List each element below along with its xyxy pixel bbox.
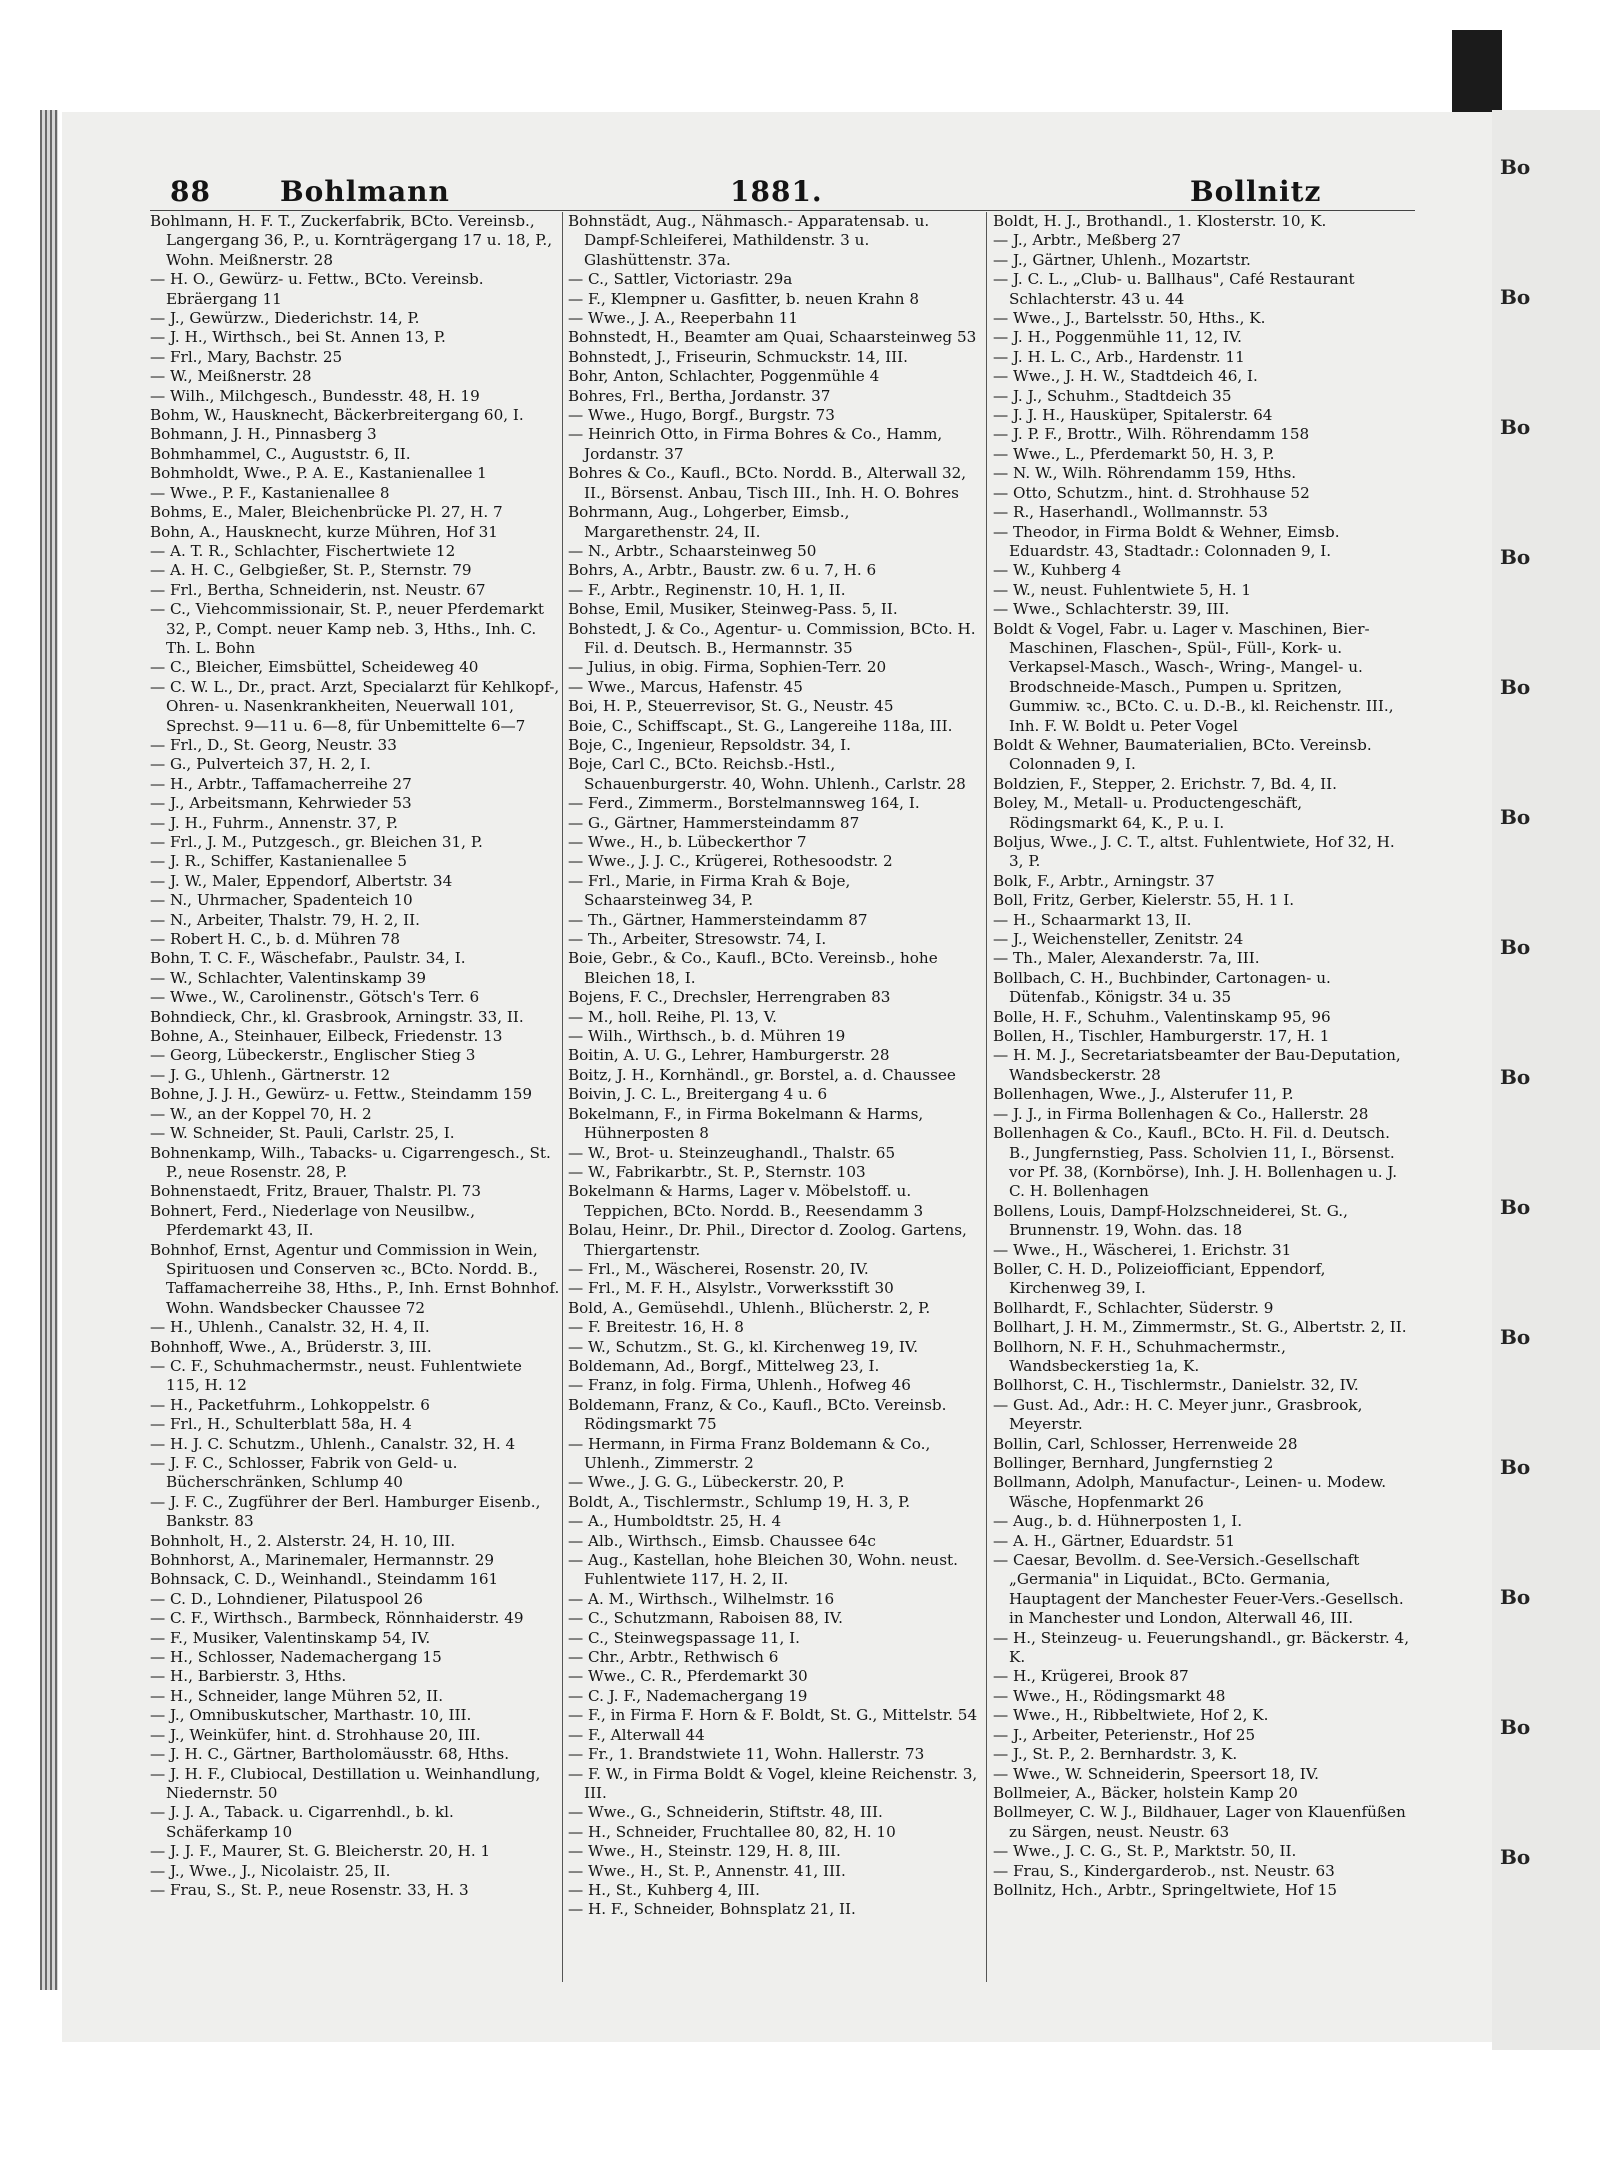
directory-entry: Bohnenstaedt, Fritz, Brauer, Thalstr. Pl. 73 bbox=[150, 1182, 481, 1201]
directory-entry: — Wwe., W. Schneiderin, Speersort 18, IV. bbox=[993, 1764, 1319, 1783]
directory-entry: — A. T. R., Schlachter, Fischertwiete 12 bbox=[150, 541, 456, 560]
directory-entry: — Wwe., H., b. Lübeckerthor 7 bbox=[568, 833, 807, 851]
directory-entry: Boie, C., Schiffscapt., St. G., Langereihe 118a, III. bbox=[568, 716, 953, 735]
directory-entry: — Wwe., J. G. G., Lübeckerstr. 20, P. bbox=[568, 1473, 845, 1492]
directory-entry: Bohr, Anton, Schlachter, Poggenmühle 4 bbox=[568, 367, 880, 386]
directory-entry: — J. F. C., Zugführer der Berl. Hamburger Eisenb., Bankstr. 83 bbox=[150, 1492, 541, 1531]
directory-column-1 bbox=[150, 212, 560, 1982]
directory-entry: Bohnsack, C. D., Weinhandl., Steindamm 161 bbox=[150, 1570, 499, 1589]
directory-entry: Boi, H. P., Steuerrevisor, St. G., Neustr. 45 bbox=[568, 697, 894, 716]
directory-entry: — N., Arbtr., Schaarsteinweg 50 bbox=[568, 541, 817, 560]
directory-entry: — H., Schlosser, Nademachergang 15 bbox=[150, 1648, 442, 1667]
directory-entry: Bohn, T. C. F., Wäschefabr., Paulstr. 34, I. bbox=[150, 949, 466, 968]
directory-entry: — R., Haserhandl., Wollmannstr. 53 bbox=[993, 503, 1268, 522]
directory-entry: — Franz, in folg. Firma, Uhlenh., Hofweg 46 bbox=[568, 1376, 911, 1395]
directory-entry: — Wwe., J. A., Reeperbahn 11 bbox=[568, 309, 798, 328]
directory-entry: Bollmeyer, C. W. J., Bildhauer, Lager von Klauenfüßen zu Särgen, neust. Neustr. 63 bbox=[993, 1803, 1406, 1841]
directory-entry: — Wwe., H., Wäscherei, 1. Erichstr. 31 bbox=[993, 1240, 1292, 1259]
facing-page-fragment: Bo bbox=[1500, 1455, 1531, 1479]
directory-entry: — H. M. J., Secretariatsbeamter der Bau-Deputation, Wandsbeckerstr. 28 bbox=[993, 1046, 1401, 1084]
directory-entry: Bohnhof, Ernst, Agentur und Commission in Wein, Spirituosen und Conserven ꝛc., BCto. Nordd. B., Taffamacherreihe 38, Hths., P., Inh. Ernst Bohnhof. Wohn. Wandsbecker Chaussee 72 bbox=[150, 1240, 560, 1317]
directory-entry: Bollmann, Adolph, Manufactur-, Leinen- u. Modew. Wäsche, Hopfenmarkt 26 bbox=[993, 1473, 1387, 1511]
directory-entry: — Julius, in obig. Firma, Sophien-Terr. 20 bbox=[568, 658, 887, 677]
directory-entry: — M., holl. Reihe, Pl. 13, V. bbox=[568, 1007, 777, 1026]
directory-entry: Bold, A., Gemüsehdl., Uhlenh., Blücherstr. 2, P. bbox=[568, 1298, 931, 1317]
directory-entry: Boll, Fritz, Gerber, Kielerstr. 55, H. 1 I. bbox=[993, 891, 1295, 910]
directory-entry: Bohmann, J. H., Pinnasberg 3 bbox=[150, 425, 377, 444]
directory-entry: — C., Schutzmann, Raboisen 88, IV. bbox=[568, 1609, 843, 1628]
directory-entry: — H., St., Kuhberg 4, III. bbox=[568, 1880, 760, 1899]
directory-entry: — Frl., Bertha, Schneiderin, nst. Neustr. 67 bbox=[150, 580, 486, 599]
directory-entry: — Wwe., Hugo, Borgf., Burgstr. 73 bbox=[568, 406, 835, 425]
directory-entry: — C., Bleicher, Eimsbüttel, Scheideweg 40 bbox=[150, 658, 479, 677]
directory-entry: — Heinrich Otto, in Firma Bohres & Co., Hamm, Jordanstr. 37 bbox=[568, 425, 943, 463]
directory-entry: — Th., Arbeiter, Stresowstr. 74, I. bbox=[568, 930, 827, 949]
directory-entry: Bohnstedt, J., Friseurin, Schmuckstr. 14, III. bbox=[568, 347, 908, 366]
directory-entry: Bohnhoff, Wwe., A., Brüderstr. 3, III. bbox=[150, 1337, 432, 1356]
directory-entry: — J. P. F., Brottr., Wilh. Röhrendamm 158 bbox=[993, 425, 1310, 444]
directory-entry: — Wwe., W., Carolinenstr., Götsch's Terr. 6 bbox=[150, 988, 480, 1007]
directory-entry: — J. J. A., Taback. u. Cigarrenhdl., b. kl. Schäferkamp 10 bbox=[150, 1803, 454, 1841]
directory-entry: Bohndieck, Chr., kl. Grasbrook, Arningstr. 33, II. bbox=[150, 1007, 524, 1026]
directory-entry: — Wwe., Marcus, Hafenstr. 45 bbox=[568, 677, 803, 696]
directory-column-2 bbox=[568, 212, 978, 1982]
facing-page-fragment: Bo bbox=[1500, 285, 1531, 309]
directory-entry: — Robert H. C., b. d. Mühren 78 bbox=[150, 930, 401, 949]
directory-entry: Bohne, A., Steinhauer, Eilbeck, Friedenstr. 13 bbox=[150, 1027, 503, 1046]
directory-entry: — N., Arbeiter, Thalstr. 79, H. 2, II. bbox=[150, 910, 420, 929]
directory-entry: Bokelmann & Harms, Lager v. Möbelstoff. u. Teppichen, BCto. Nordd. B., Reesendamm 3 bbox=[568, 1182, 924, 1220]
directory-entry: — H., Packetfuhrm., Lohkoppelstr. 6 bbox=[150, 1395, 430, 1414]
directory-entry: Bollenhagen & Co., Kaufl., BCto. H. Fil. d. Deutsch. B., Jungfernstieg, Pass. Scholvien 11, I., Börsenst. vor Pf. 38, (Kornbörse), Inh. J. H. Bollenhagen u. J. C. H. Bollenhagen bbox=[993, 1124, 1398, 1201]
directory-entry: Bollnitz, Hch., Arbtr., Springeltwiete, Hof 15 bbox=[993, 1880, 1338, 1899]
directory-entry: — F., Arbtr., Reginenstr. 10, H. 1, II. bbox=[568, 580, 846, 599]
directory-entry: — W., neust. Fuhlentwiete 5, H. 1 bbox=[993, 580, 1252, 599]
directory-entry: — J. F. C., Schlosser, Fabrik von Geld- u. Bücherschränken, Schlump 40 bbox=[150, 1454, 458, 1492]
left-running-head: Bohlmann bbox=[280, 175, 450, 208]
directory-entry: — Wwe., H., St. P., Annenstr. 41, III. bbox=[568, 1861, 846, 1880]
directory-entry: — H., Schaarmarkt 13, II. bbox=[993, 910, 1192, 929]
directory-entry: Boitin, A. U. G., Lehrer, Hamburgerstr. 28 bbox=[568, 1046, 890, 1065]
directory-entry: Bohmholdt, Wwe., P. A. E., Kastanienallee 1 bbox=[150, 464, 487, 483]
directory-entry: — C. W. L., Dr., pract. Arzt, Specialarzt für Kehlkopf-, Ohren- u. Nasenkrankheiten, Neuerwall 101, Sprechst. 9—11 u. 6—8, für Unbemittelte 6—7 bbox=[150, 677, 560, 735]
directory-entry: — H. F., Schneider, Bohnsplatz 21, II. bbox=[568, 1900, 856, 1919]
directory-entry: — Ferd., Zimmerm., Borstelmannsweg 164, I. bbox=[568, 794, 920, 813]
directory-entry: — J. J., Schuhm., Stadtdeich 35 bbox=[993, 386, 1232, 405]
directory-entry: — C. F., Wirthsch., Barmbeck, Rönnhaiderstr. 49 bbox=[150, 1609, 524, 1628]
directory-entry: Bollens, Louis, Dampf-Holzschneiderei, St. G., Brunnenstr. 19, Wohn. das. 18 bbox=[993, 1201, 1348, 1240]
directory-entry: Bohne, J. J. H., Gewürz- u. Fettw., Steindamm 159 bbox=[150, 1085, 533, 1104]
directory-entry: — Frl., M., Wäscherei, Rosenstr. 20, IV. bbox=[568, 1259, 869, 1278]
directory-entry: Boljus, Wwe., J. C. T., altst. Fuhlentwiete, Hof 32, H. 3, P. bbox=[993, 833, 1395, 871]
directory-entry: — Frl., Mary, Bachstr. 25 bbox=[150, 347, 343, 366]
facing-page-fragment: Bo bbox=[1500, 805, 1531, 829]
directory-entry: — H. O., Gewürz- u. Fettw., BCto. Vereinsb. Ebräergang 11 bbox=[150, 270, 484, 308]
directory-entry: — W., Schlachter, Valentinskamp 39 bbox=[150, 968, 427, 987]
directory-entry: — G., Pulverteich 37, H. 2, I. bbox=[150, 755, 371, 774]
directory-entry: — Th., Maler, Alexanderstr. 7a, III. bbox=[993, 949, 1260, 968]
directory-entry: Boie, Gebr., & Co., Kaufl., BCto. Vereinsb., hohe Bleichen 18, I. bbox=[568, 949, 938, 987]
directory-entry: — C. D., Lohndiener, Pilatuspool 26 bbox=[150, 1589, 423, 1608]
directory-entry: — Theodor, in Firma Boldt & Wehner, Eimsb. Eduardstr. 43, Stadtadr.: Colonnaden 9, I. bbox=[993, 522, 1340, 560]
directory-entry: — H., Steinzeug- u. Feuerungshandl., gr. Bäckerstr. 4, K. bbox=[993, 1628, 1410, 1667]
facing-page-edge bbox=[1492, 110, 1600, 2050]
directory-entry: — Frl., Marie, in Firma Krah & Boje, Schaarsteinweg 34, P. bbox=[568, 871, 851, 910]
directory-entry: — F., Klempner u. Gasfitter, b. neuen Krahn 8 bbox=[568, 289, 920, 308]
directory-entry: — Frau, S., Kindergarderob., nst. Neustr. 63 bbox=[993, 1861, 1335, 1880]
column-divider bbox=[562, 212, 563, 1982]
directory-entry: Bohms, E., Maler, Bleichenbrücke Pl. 27, H. 7 bbox=[150, 503, 503, 522]
directory-entry: — F., in Firma F. Horn & F. Boldt, St. G., Mittelstr. 54 bbox=[568, 1706, 978, 1725]
directory-entry: Bohrs, A., Arbtr., Baustr. zw. 6 u. 7, H. 6 bbox=[568, 561, 877, 580]
directory-entry: Bohres, Frl., Bertha, Jordanstr. 37 bbox=[568, 386, 831, 405]
directory-entry: Boldemann, Franz, & Co., Kaufl., BCto. Vereinsb. Rödingsmarkt 75 bbox=[568, 1395, 947, 1434]
page-header bbox=[170, 175, 1425, 211]
directory-entry: — Wwe., J. J. C., Krügerei, Rothesoodstr. 2 bbox=[568, 852, 893, 871]
facing-page-fragment: Bo bbox=[1500, 1325, 1531, 1349]
directory-entry: Bollmeier, A., Bäcker, holstein Kamp 20 bbox=[993, 1783, 1298, 1802]
directory-entry: — J. H., Wirthsch., bei St. Annen 13, P. bbox=[150, 328, 446, 347]
facing-page-fragment: Bo bbox=[1500, 1195, 1531, 1219]
directory-entry: — Wwe., J. C. G., St. P., Marktstr. 50, II. bbox=[993, 1842, 1297, 1861]
directory-entry: — Wwe., C. R., Pferdemarkt 30 bbox=[568, 1667, 808, 1686]
directory-entry: — J. H. F., Clubiocal, Destillation u. Weinhandlung, Niedernstr. 50 bbox=[150, 1764, 541, 1802]
directory-entry: Bohlmann, H. F. T., Zuckerfabrik, BCto. Vereinsb., Langergang 36, P., u. Kornträgergang 17 u. 18, P., Wohn. Meißnerstr. 28 bbox=[150, 212, 553, 269]
directory-entry: Bohnert, Ferd., Niederlage von Neusilbw., Pferdemarkt 43, II. bbox=[150, 1201, 476, 1240]
directory-entry: — J. J. F., Maurer, St. G. Bleicherstr. 20, H. 1 bbox=[150, 1842, 491, 1861]
directory-entry: — G., Gärtner, Hammersteindamm 87 bbox=[568, 813, 860, 832]
directory-entry: — H. J. C. Schutzm., Uhlenh., Canalstr. 32, H. 4 bbox=[150, 1434, 516, 1453]
directory-entry: — J., Weichensteller, Zenitstr. 24 bbox=[993, 930, 1244, 949]
directory-entry: — Frl., D., St. Georg, Neustr. 33 bbox=[150, 735, 397, 754]
directory-entry: — H., Uhlenh., Canalstr. 32, H. 4, II. bbox=[150, 1318, 430, 1337]
directory-entry: — Wwe., H., Steinstr. 129, H. 8, III. bbox=[568, 1842, 841, 1861]
directory-entry: Bojens, F. C., Drechsler, Herrengraben 83 bbox=[568, 988, 891, 1007]
directory-entry: — Wilh., Milchgesch., Bundesstr. 48, H. 19 bbox=[150, 386, 480, 405]
directory-entry: — Wilh., Wirthsch., b. d. Mühren 19 bbox=[568, 1027, 846, 1046]
facing-page-fragment: Bo bbox=[1500, 155, 1531, 179]
directory-entry: — J. G., Uhlenh., Gärtnerstr. 12 bbox=[150, 1065, 391, 1084]
directory-entry: — J., Gärtner, Uhlenh., Mozartstr. bbox=[993, 250, 1251, 269]
directory-entry: — H., Barbierstr. 3, Hths. bbox=[150, 1667, 347, 1686]
directory-entry: Bohnstädt, Aug., Nähmasch.- Apparatensab. u. Dampf-Schleiferei, Mathildenstr. 3 u. Glashüttenstr. 37a. bbox=[568, 212, 930, 269]
directory-entry: Bohnstedt, H., Beamter am Quai, Schaarsteinweg 53 bbox=[568, 328, 977, 347]
directory-entry: — W., Schutzm., St. G., kl. Kirchenweg 19, IV. bbox=[568, 1337, 919, 1356]
directory-entry: — Wwe., J. H. W., Stadtdeich 46, I. bbox=[993, 367, 1258, 386]
directory-entry: Boldt, H. J., Brothandl., 1. Klosterstr. 10, K. bbox=[993, 212, 1327, 230]
directory-entry: Bohmhammel, C., Auguststr. 6, II. bbox=[150, 444, 411, 463]
directory-entry: Bohnenkamp, Wilh., Tabacks- u. Cigarrengesch., St. P., neue Rosenstr. 28, P. bbox=[150, 1143, 551, 1181]
directory-entry: — Wwe., L., Pferdemarkt 50, H. 3, P. bbox=[993, 444, 1275, 463]
directory-entry: — H., Schneider, lange Mühren 52, II. bbox=[150, 1686, 444, 1705]
directory-entry: — J., Arbtr., Meßberg 27 bbox=[993, 231, 1182, 250]
directory-entry: Boller, C. H. D., Polizeiofficiant, Eppendorf, Kirchenweg 39, I. bbox=[993, 1259, 1326, 1298]
directory-entry: — J. H. L. C., Arb., Hardenstr. 11 bbox=[993, 347, 1245, 366]
directory-entry: — F., Alterwall 44 bbox=[568, 1725, 705, 1744]
directory-entry: — J. W., Maler, Eppendorf, Albertstr. 34 bbox=[150, 871, 453, 890]
directory-entry: — W., an der Koppel 70, H. 2 bbox=[150, 1104, 372, 1123]
directory-entry: — N., Uhrmacher, Spadenteich 10 bbox=[150, 891, 413, 910]
facing-page-fragment: Bo bbox=[1500, 1715, 1531, 1739]
directory-entry: Bollin, Carl, Schlosser, Herrenweide 28 bbox=[993, 1434, 1298, 1453]
directory-entry: — H., Arbtr., Taffamacherreihe 27 bbox=[150, 774, 412, 793]
facing-page-fragment: Bo bbox=[1500, 1065, 1531, 1089]
directory-entry: — Th., Gärtner, Hammersteindamm 87 bbox=[568, 910, 868, 929]
directory-entry: — Hermann, in Firma Franz Boldemann & Co., Uhlenh., Zimmerstr. 2 bbox=[568, 1434, 931, 1472]
directory-entry: — C. J. F., Nademachergang 19 bbox=[568, 1686, 808, 1705]
directory-entry: — Wwe., H., Rödingsmarkt 48 bbox=[993, 1686, 1226, 1705]
directory-entry: — A. H. C., Gelbgießer, St. P., Sternstr. 79 bbox=[150, 561, 472, 580]
facing-page-fragment: Bo bbox=[1500, 1585, 1531, 1609]
directory-entry: Bokelmann, F., in Firma Bokelmann & Harms, Hühnerposten 8 bbox=[568, 1104, 924, 1143]
directory-entry: Bohnholt, H., 2. Alsterstr. 24, H. 10, III. bbox=[150, 1531, 456, 1550]
facing-page-fragment: Bo bbox=[1500, 415, 1531, 439]
directory-entry: — N. W., Wilh. Röhrendamm 159, Hths. bbox=[993, 464, 1297, 483]
directory-entry: Boje, Carl C., BCto. Reichsb.-Hstl., Schauenburgerstr. 40, Wohn. Uhlenh., Carlstr. 28 bbox=[568, 755, 966, 793]
directory-entry: Bohse, Emil, Musiker, Steinweg-Pass. 5, II. bbox=[568, 600, 898, 619]
directory-entry: Bohm, W., Hausknecht, Bäckerbreitergang 60, I. bbox=[150, 406, 524, 425]
directory-entry: — C., Steinwegspassage 11, I. bbox=[568, 1628, 800, 1647]
directory-entry: — W., Fabrikarbtr., St. P., Sternstr. 103 bbox=[568, 1162, 866, 1181]
facing-page-fragment: Bo bbox=[1500, 675, 1531, 699]
directory-entry: Bollinger, Bernhard, Jungfernstieg 2 bbox=[993, 1454, 1274, 1472]
directory-entry: — W., Kuhberg 4 bbox=[993, 561, 1122, 580]
directory-entry: — J. R., Schiffer, Kastanienallee 5 bbox=[150, 852, 408, 871]
right-running-head: Bollnitz bbox=[1190, 175, 1322, 208]
directory-entry: Bohrmann, Aug., Lohgerber, Eimsb., Margarethenstr. 24, II. bbox=[568, 503, 850, 541]
directory-entry: — Wwe., Schlachterstr. 39, III. bbox=[993, 600, 1230, 619]
directory-entry: Bolau, Heinr., Dr. Phil., Director d. Zoolog. Gartens, Thiergartenstr. bbox=[568, 1221, 967, 1259]
directory-entry: — Frl., H., Schulterblatt 58a, H. 4 bbox=[150, 1415, 412, 1434]
directory-entry: — C., Sattler, Victoriastr. 29a bbox=[568, 270, 793, 289]
directory-entry: — J., Arbeitsmann, Kehrwieder 53 bbox=[150, 794, 412, 813]
directory-entry: — Fr., 1. Brandstwiete 11, Wohn. Hallerstr. 73 bbox=[568, 1745, 925, 1764]
directory-entry: Boldt, A., Tischlermstr., Schlump 19, H. 3, P. bbox=[568, 1492, 911, 1511]
directory-entry: Bollbach, C. H., Buchbinder, Cartonagen- u. Dütenfab., Königstr. 34 u. 35 bbox=[993, 968, 1331, 1007]
book-page-edges bbox=[40, 110, 58, 1990]
directory-entry: — H., Schneider, Fruchtallee 80, 82, H. 10 bbox=[568, 1822, 896, 1841]
directory-entry: Bollhart, J. H. M., Zimmermstr., St. G., Albertstr. 2, II. bbox=[993, 1318, 1407, 1337]
directory-entry: Bollhorn, N. F. H., Schuhmachermstr., Wandsbeckerstieg 1a, K. bbox=[993, 1337, 1286, 1375]
directory-entry: — J., Weinküfer, hint. d. Strohhause 20, III. bbox=[150, 1725, 481, 1744]
directory-entry: — W. Schneider, St. Pauli, Carlstr. 25, I. bbox=[150, 1124, 455, 1143]
directory-entry: — Georg, Lübeckerstr., Englischer Stieg 3 bbox=[150, 1046, 476, 1065]
facing-page-fragment: Bo bbox=[1500, 1845, 1531, 1869]
directory-entry: Bollenhagen, Wwe., J., Alsterufer 11, P. bbox=[993, 1085, 1294, 1104]
directory-entry: Bohnhorst, A., Marinemaler, Hermannstr. 29 bbox=[150, 1551, 495, 1570]
directory-entry: — J., Gewürzw., Diederichstr. 14, P. bbox=[150, 309, 420, 328]
directory-entry: — A., Humboldtstr. 25, H. 4 bbox=[568, 1512, 782, 1531]
directory-entry: Boldt & Wehner, Baumaterialien, BCto. Vereinsb. Colonnaden 9, I. bbox=[993, 735, 1372, 774]
directory-entry: — W., Meißnerstr. 28 bbox=[150, 367, 312, 386]
directory-entry: — Wwe., H., Ribbeltwiete, Hof 2, K. bbox=[993, 1706, 1269, 1725]
directory-entry: Bohstedt, J. & Co., Agentur- u. Commission, BCto. H. Fil. d. Deutsch. B., Hermannstr. 35 bbox=[568, 619, 976, 657]
directory-entry: — J., St. P., 2. Bernhardstr. 3, K. bbox=[993, 1745, 1238, 1764]
directory-entry: — J., Wwe., J., Nicolaistr. 25, II. bbox=[150, 1861, 391, 1880]
directory-entry: — Aug., b. d. Hühnerposten 1, I. bbox=[993, 1512, 1243, 1531]
directory-entry: — A. H., Gärtner, Eduardstr. 51 bbox=[993, 1531, 1236, 1550]
directory-entry: — J. C. L., „Club- u. Ballhaus", Café Restaurant Schlachterstr. 43 u. 44 bbox=[993, 270, 1355, 308]
directory-entry: — Wwe., J., Bartelsstr. 50, Hths., K. bbox=[993, 309, 1266, 328]
facing-page-fragment: Bo bbox=[1500, 545, 1531, 569]
directory-entry: — J., Arbeiter, Peterienstr., Hof 25 bbox=[993, 1725, 1256, 1744]
directory-entry: — Wwe., P. F., Kastanienallee 8 bbox=[150, 483, 390, 502]
directory-entry: — Otto, Schutzm., hint. d. Strohhause 52 bbox=[993, 483, 1310, 502]
directory-entry: Boldzien, F., Stepper, 2. Erichstr. 7, Bd. 4, II. bbox=[993, 774, 1337, 793]
directory-entry: Bollen, H., Tischler, Hamburgerstr. 17, H. 1 bbox=[993, 1027, 1330, 1046]
directory-entry: Boivin, J. C. L., Breitergang 4 u. 6 bbox=[568, 1085, 828, 1104]
directory-entry: Bolk, F., Arbtr., Arningstr. 37 bbox=[993, 871, 1215, 890]
directory-entry: Boldt & Vogel, Fabr. u. Lager v. Maschinen, Bier-Maschinen, Flaschen-, Spül-, Füll-, Kork- u. Verkapsel-Masch., Wasch-, Wring-, Mangel- u. Brodschneide-Masch., Pumpen u. Spritzen, Gummiw. ꝛc., BCto. C. u. D.-B., kl. Reichenstr. III., Inh. F. W. Boldt u. Peter Vogel bbox=[993, 619, 1394, 735]
directory-entry: Boitz, J. H., Kornhändl., gr. Borstel, a. d. Chaussee bbox=[568, 1065, 956, 1084]
page-number: 88 bbox=[170, 175, 211, 208]
directory-entry: Bolle, H. F., Schuhm., Valentinskamp 95, 96 bbox=[993, 1007, 1331, 1026]
directory-entry: — Frau, S., St. P., neue Rosenstr. 33, H. 3 bbox=[150, 1880, 469, 1899]
directory-entry: Boldemann, Ad., Borgf., Mittelweg 23, I. bbox=[568, 1356, 880, 1375]
directory-entry: Bohres & Co., Kaufl., BCto. Nordd. B., Alterwall 32, II., Börsenst. Anbau, Tisch III., Inh. H. O. Bohres bbox=[568, 464, 967, 502]
directory-entry: — Frl., J. M., Putzgesch., gr. Bleichen 31, P. bbox=[150, 833, 483, 851]
facing-page-fragment: Bo bbox=[1500, 935, 1531, 959]
directory-entry: — Frl., M. F. H., Alsylstr., Vorwerksstift 30 bbox=[568, 1279, 894, 1298]
directory-entry: — C. F., Schuhmachermstr., neust. Fuhlentwiete 115, H. 12 bbox=[150, 1356, 522, 1395]
header-rule bbox=[150, 210, 1415, 211]
directory-entry: — Caesar, Bevollm. d. See-Versich.-Gesellschaft „Germania" in Liquidat., BCto. Germania, Hauptagent der Manchester Feuer-Vers.-Gesellsch. in Manchester und London, Alterwall 46, III. bbox=[993, 1551, 1404, 1628]
directory-entry: Bohn, A., Hausknecht, kurze Mühren, Hof 31 bbox=[150, 522, 498, 541]
directory-entry: — J. J. H., Hausküper, Spitalerstr. 64 bbox=[993, 406, 1273, 425]
directory-column-3 bbox=[993, 212, 1413, 1982]
year-heading: 1881. bbox=[730, 175, 823, 208]
directory-entry: — Wwe., G., Schneiderin, Stiftstr. 48, III. bbox=[568, 1803, 883, 1822]
directory-entry: — J. H., Fuhrm., Annenstr. 37, P. bbox=[150, 813, 398, 832]
directory-entry: — Gust. Ad., Adr.: H. C. Meyer junr., Grasbrook, Meyerstr. bbox=[993, 1395, 1363, 1434]
directory-entry: Boley, M., Metall- u. Productengeschäft, Rödingsmarkt 64, K., P. u. I. bbox=[993, 794, 1303, 832]
directory-entry: — Chr., Arbtr., Rethwisch 6 bbox=[568, 1648, 779, 1667]
directory-entry: — A. M., Wirthsch., Wilhelmstr. 16 bbox=[568, 1589, 835, 1608]
directory-entry: — F. W., in Firma Boldt & Vogel, kleine Reichenstr. 3, III. bbox=[568, 1764, 978, 1802]
directory-entry: — J., Omnibuskutscher, Marthastr. 10, III. bbox=[150, 1706, 472, 1725]
directory-entry: Bollhorst, C. H., Tischlermstr., Danielstr. 32, IV. bbox=[993, 1376, 1359, 1395]
directory-entry: Bollhardt, F., Schlachter, Süderstr. 9 bbox=[993, 1298, 1274, 1317]
directory-entry: — J. H. C., Gärtner, Bartholomäusstr. 68, Hths. bbox=[150, 1745, 510, 1764]
directory-entry: — F. Breitestr. 16, H. 8 bbox=[568, 1318, 744, 1337]
directory-entry: — Aug., Kastellan, hohe Bleichen 30, Wohn. neust. Fuhlentwiete 117, H. 2, II. bbox=[568, 1551, 958, 1589]
directory-entry: — C., Viehcommissionair, St. P., neuer Pferdemarkt 32, P., Compt. neuer Kamp neb. 3, Hths., Inh. C. Th. L. Bohn bbox=[150, 600, 544, 657]
directory-entry: — J. J., in Firma Bollenhagen & Co., Hallerstr. 28 bbox=[993, 1104, 1369, 1123]
directory-entry: — W., Brot- u. Steinzeughandl., Thalstr. 65 bbox=[568, 1143, 896, 1162]
directory-entry: — H., Krügerei, Brook 87 bbox=[993, 1667, 1189, 1686]
directory-entry: — Alb., Wirthsch., Eimsb. Chaussee 64c bbox=[568, 1531, 876, 1550]
directory-entry: Boje, C., Ingenieur, Repsoldstr. 34, I. bbox=[568, 735, 851, 754]
directory-entry: — F., Musiker, Valentinskamp 54, IV. bbox=[150, 1628, 431, 1647]
directory-entry: — J. H., Poggenmühle 11, 12, IV. bbox=[993, 328, 1243, 347]
column-divider bbox=[986, 212, 987, 1982]
